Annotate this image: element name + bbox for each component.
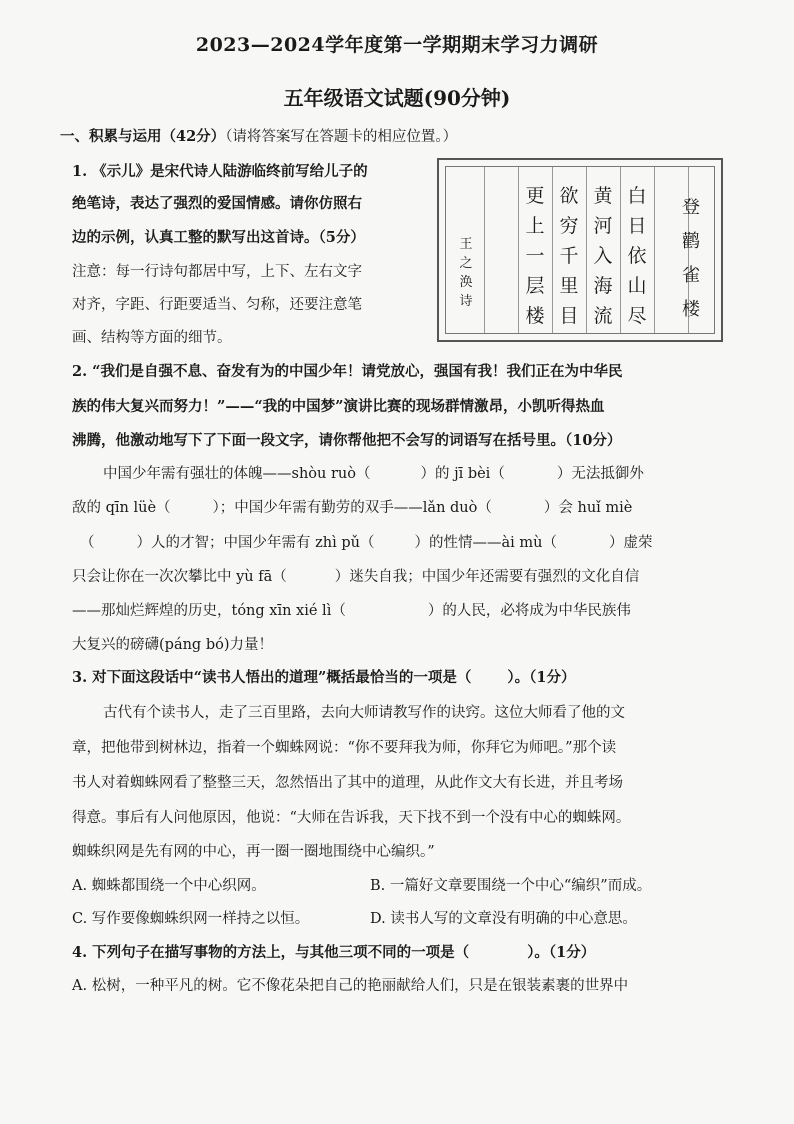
- q2-text: ）无法抵御外: [556, 466, 644, 482]
- q2-text: 中国少年需有强壮的体魄——shòu ruò（: [103, 466, 371, 482]
- q2-text: ）会 huǐ miè: [543, 500, 633, 516]
- q4-option-a: A. 松树，一种平凡的树。它不像花朵把自己的艳丽献给人们，只是在银装素裹的世界中: [72, 978, 629, 994]
- q3-passage-4: 得意。事后有人问他原因，他说：“大师在告诉我，天下找不到一个没有中心的蜘蛛网。: [72, 810, 631, 826]
- q2-body-line-4: [72, 570, 639, 585]
- q1-line-5: 对齐，字距、行距要适当、匀称，还要注意笔: [72, 297, 362, 313]
- poem-line-3: 欲穷千里目: [559, 185, 579, 327]
- q2-text: 只会让你在一次次攀比中 yù fā（: [72, 569, 287, 585]
- poem-line-4: 更上一层楼: [525, 185, 545, 327]
- poem-line-2: 黄河入海流: [593, 185, 613, 327]
- poem-line-1: 白日依山尽: [627, 185, 647, 327]
- q3-stem-text: ）。（1分）: [507, 669, 576, 686]
- q2-text: ）迷失自我；中国少年还需要有强烈的文化自信: [334, 569, 640, 585]
- grid-divider: [518, 167, 519, 333]
- grid-divider: [484, 167, 485, 333]
- q2-body-line-2: [72, 501, 632, 516]
- q2-text: 敌的 qīn lüè（: [72, 500, 171, 516]
- exam-subtitle: 五年级语文试题(90分钟): [283, 86, 511, 110]
- q3-option-b: B. 一篇好文章要围绕一个中心“编织”而成。: [370, 878, 652, 894]
- q4-stem-text: ）。（1分）: [527, 944, 596, 961]
- q2-body-line-1: [103, 467, 644, 482]
- q2-intro-3: 沸腾，他激动地写下了下面一段文字，请你帮他把不会写的词语写在括号里。（10分）: [72, 432, 622, 449]
- section1-heading-line: [60, 130, 457, 145]
- q3-option-a: A. 蜘蛛都围绕一个中心织网。: [72, 878, 266, 894]
- q2-text: ）的人民，必将成为中华民族伟: [427, 603, 631, 619]
- q3-stem-text: 3. 对下面这段话中“读书人悟出的道理”概括最恰当的一项是（: [72, 669, 472, 686]
- poem-grid: [445, 166, 715, 334]
- q1-line-4: 注意：每一行诗句都居中写，上下、左右文字: [72, 264, 362, 280]
- q4-stem: [72, 946, 595, 961]
- q2-body-line-5: [72, 604, 631, 619]
- poem-title: 登鹳雀楼: [682, 197, 700, 320]
- q2-body-line-6: 大复兴的磅礴(páng bó)力量！: [72, 637, 273, 653]
- q3-passage-2: 章，把他带到树林边，指着一个蜘蛛网说：“你不要拜我为师，你拜它为师吧。”那个读: [72, 740, 617, 756]
- poem-example-box: [437, 158, 723, 342]
- q1-line-6: 画、结构等方面的细节。: [72, 330, 232, 346]
- grid-divider: [654, 167, 655, 333]
- q3-stem: [72, 671, 575, 686]
- grid-divider: [586, 167, 587, 333]
- q1-line-2: 绝笔诗，表达了强烈的爱国情感。请你仿照右: [72, 195, 362, 212]
- q2-text: ——那灿烂辉煌的历史，tóng xīn xié lì（: [72, 603, 346, 619]
- q3-passage-5: 蜘蛛织网是先有网的中心，再一圈一圈地围绕中心编织。”: [72, 844, 435, 860]
- q1-line-3: 边的示例，认真工整的默写出这首诗。（5分）: [72, 229, 365, 246]
- q2-text: ）人的才智；中国少年需有 zhì pǔ（: [136, 535, 375, 551]
- q3-option-c: C. 写作要像蜘蛛织网一样持之以恒。: [72, 911, 310, 927]
- grid-divider: [552, 167, 553, 333]
- grid-divider: [620, 167, 621, 333]
- q2-intro-1: 2. “我们是自强不息、奋发有为的中国少年！请党放心，强国有我！我们正在为中华民: [72, 363, 623, 380]
- section1-heading: 一、积累与运用（42分）: [60, 128, 226, 145]
- q4-stem-text: 4. 下列句子在描写事物的方法上，与其他三项不同的一项是（: [72, 944, 470, 961]
- q3-passage-3: 书人对着蜘蛛网看了整整三天，忽然悟出了其中的道理，从此作文大有长进，并且考场: [72, 775, 623, 791]
- q2-text: ）的 jī bèi（: [420, 466, 505, 482]
- q3-option-d: D. 读书人写的文章没有明确的中心意思。: [370, 911, 637, 927]
- q2-text: （: [80, 535, 95, 551]
- q2-text: ）；中国少年需有勤劳的双手——lǎn duò（: [212, 500, 492, 516]
- poem-author: 王之涣诗: [459, 237, 473, 309]
- section1-note: （请将答案写在答题卡的相应位置。）: [225, 129, 458, 145]
- q3-passage-1: 古代有个读书人，走了三百里路，去向大师请教写作的诀窍。这位大师看了他的文: [103, 705, 625, 721]
- q2-text: ）虚荣: [608, 535, 653, 551]
- q2-intro-2: 族的伟大复兴而努力！”——“我的中国梦”演讲比赛的现场群情激昂，小凯听得热血: [72, 398, 605, 415]
- q2-text: ）的性情——ài mù（: [414, 535, 557, 551]
- exam-title: 2023—2024学年度第一学期期末学习力调研: [195, 34, 599, 56]
- q2-body-line-3: [80, 536, 652, 551]
- q1-line-1: 1. 《示儿》是宋代诗人陆游临终前写给儿子的: [72, 163, 368, 180]
